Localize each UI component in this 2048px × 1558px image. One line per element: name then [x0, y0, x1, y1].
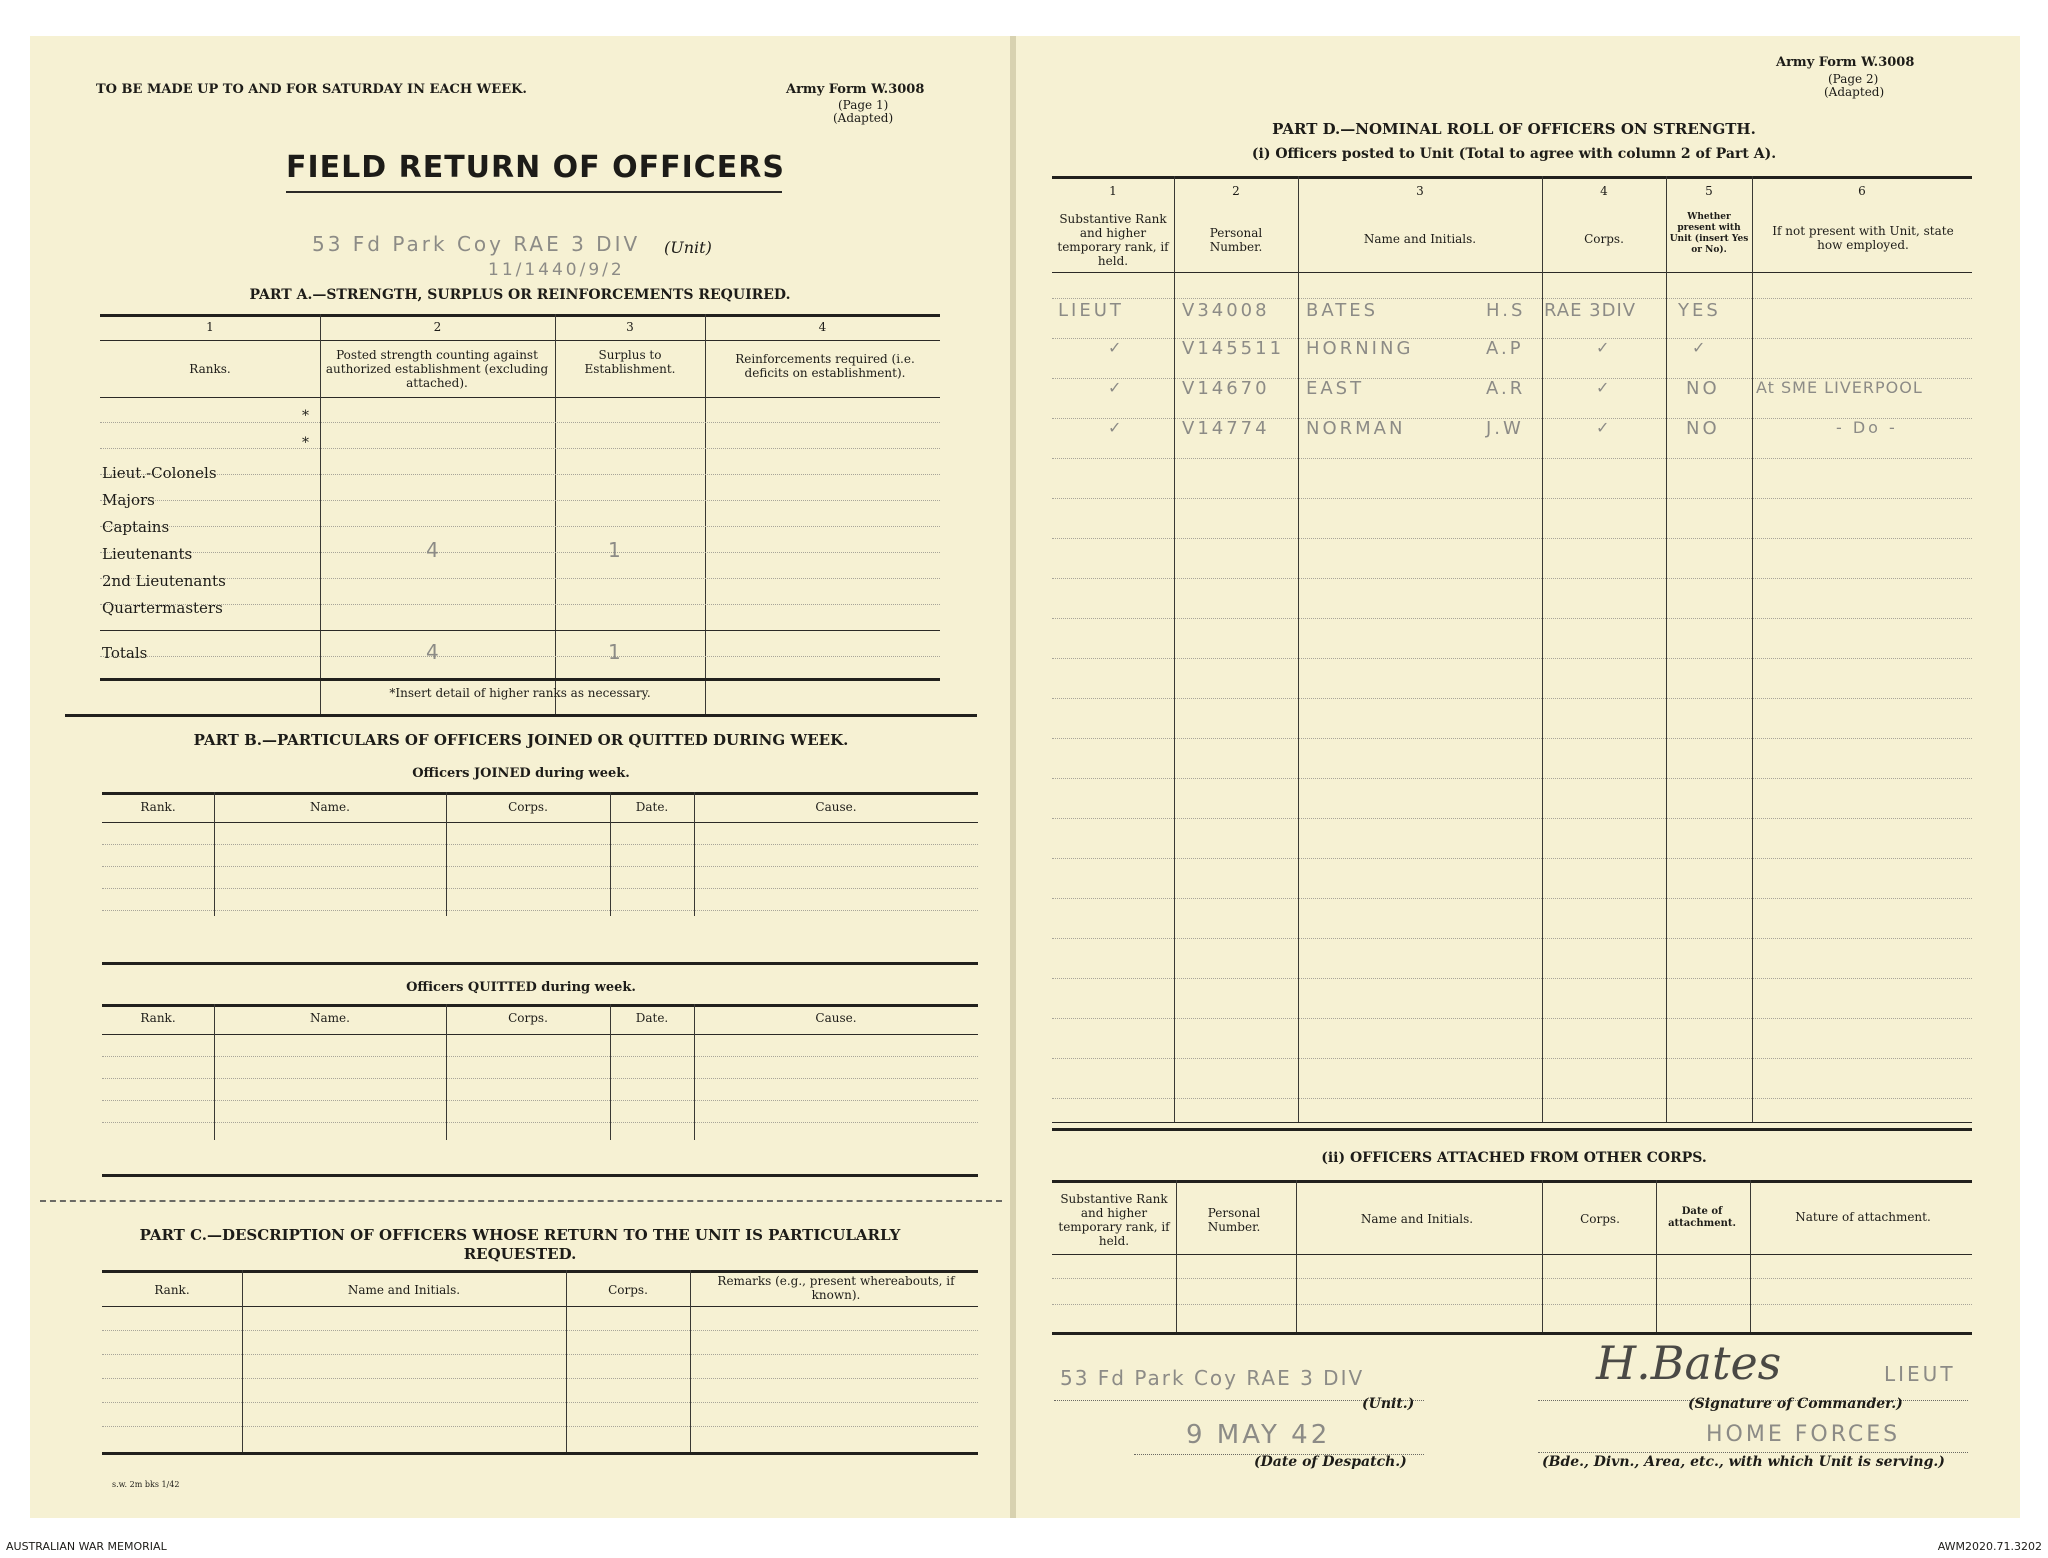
header-posted-strength: Posted strength counting against authorized establishment (excluding attached). [325, 348, 549, 390]
header-employed: If not present with Unit, state how employed. [1772, 224, 1954, 252]
page-fold [1010, 36, 1016, 1518]
part-a-number-rule [100, 340, 940, 341]
part-c-bottom-rule [102, 1452, 978, 1455]
header-personal-number: Personal Number. [1209, 226, 1263, 254]
col2-number: 2 [1232, 184, 1240, 198]
row4-corps: ✓ [1596, 418, 1613, 437]
row3-corps: ✓ [1596, 378, 1613, 397]
row4-employed: - Do - [1836, 418, 1898, 437]
unit-handwritten: 53 Fd Park Coy RAE 3 DIV [312, 232, 641, 256]
header-present: Whether present with Unit (insert Yes or No). [1669, 212, 1749, 255]
despatch-date-handwritten: 9 MAY 42 [1186, 1420, 1331, 1450]
col3-number: 3 [1416, 184, 1424, 198]
right-adapted-label: (Adapted) [1824, 85, 1885, 99]
signature-label: (Signature of Commander.) [1688, 1396, 1903, 1412]
part-d-end-rule [1052, 1128, 1972, 1131]
row2-name: HORNING [1306, 338, 1414, 359]
quitted-bottom-rule [102, 1174, 978, 1177]
credit-left: AUSTRALIAN WAR MEMORIAL [6, 1540, 167, 1553]
part-d-divider-2 [1298, 176, 1299, 1122]
formation-handwritten: HOME FORCES [1706, 1422, 1901, 1447]
row3-name: EAST [1306, 378, 1365, 399]
unit-footer-label: (Unit.) [1362, 1396, 1415, 1412]
part-d-bottom-rule [1052, 1122, 1972, 1123]
totals-posted: 4 [426, 640, 442, 664]
row2-number: V145511 [1182, 338, 1285, 359]
part-d-header-rule [1052, 272, 1972, 273]
col6-number: 6 [1858, 184, 1866, 198]
part-a-col4-number: 4 [818, 320, 827, 334]
star-marker-2: * [302, 435, 309, 451]
quitted-header-rank: Rank. [140, 1011, 176, 1025]
row2-corps: ✓ [1596, 338, 1613, 357]
row1-rank: LIEUT [1058, 300, 1124, 321]
part-c-header-name: Name and Initials. [347, 1283, 461, 1297]
right-page-number: (Page 2) [1828, 72, 1879, 86]
quitted-header-date: Date. [635, 1011, 669, 1025]
credit-right: AWM2020.71.3202 [1937, 1540, 2042, 1553]
part-d-divider-5 [1752, 176, 1753, 1122]
row4-name: NORMAN [1306, 418, 1406, 439]
header-ranks: Ranks. [189, 362, 231, 376]
row4-initials: J.W [1486, 418, 1524, 439]
attached-header-nature: Nature of attachment. [1795, 1210, 1931, 1224]
commander-signature: H.Bates [1596, 1336, 1782, 1390]
row1-number: V34008 [1182, 300, 1270, 321]
header-reinforcements: Reinforcements required (i.e. deficits on establishment). [735, 352, 915, 380]
part-b-title: PART B.—PARTICULARS OF OFFICERS JOINED OR QUITTED DURING WEEK. [193, 731, 849, 749]
row2-rank: ✓ [1108, 338, 1125, 357]
joined-header-rank: Rank. [140, 800, 176, 814]
joined-header-date: Date. [635, 800, 669, 814]
top-instruction: TO BE MADE UP TO AND FOR SATURDAY IN EACH WEEK. [96, 82, 527, 97]
col4-number: 4 [1600, 184, 1608, 198]
signature-rank: LIEUT [1884, 1362, 1956, 1386]
page-number: (Page 1) [838, 98, 889, 112]
joined-header-corps: Corps. [508, 800, 548, 814]
part-a-title: PART A.—STRENGTH, SURPLUS OR REINFORCEMENTS REQUIRED. [249, 287, 791, 303]
section-i-title: (i) Officers posted to Unit (Total to agree with column 2 of Part A). [1251, 146, 1777, 162]
totals-label: Totals [102, 644, 148, 662]
row1-initials: H.S [1486, 300, 1526, 321]
joined-bottom-rule [102, 962, 978, 965]
despatch-date-label: (Date of Despatch.) [1254, 1454, 1407, 1470]
part-c-header-corps: Corps. [608, 1283, 648, 1297]
row2-present: ✓ [1692, 338, 1709, 357]
part-a-footnote: *Insert detail of higher ranks as necessary. [389, 686, 651, 700]
part-a-col2-number: 2 [433, 320, 442, 334]
attached-bottom-rule [1052, 1332, 1972, 1335]
right-page [1014, 36, 2020, 1518]
left-page [30, 36, 1012, 1518]
rank-2nd-lieutenants: 2nd Lieutenants [102, 572, 226, 590]
row3-employed: At SME LIVERPOOL [1756, 378, 1923, 397]
col1-number: 1 [1109, 184, 1117, 198]
fold-line [40, 1200, 1002, 1202]
part-a-col1-number: 1 [206, 320, 214, 334]
form-id: Army Form W.3008 [786, 82, 925, 97]
part-a-top-rule [100, 314, 940, 317]
title-underline [286, 191, 782, 193]
reference-handwritten: 11/1440/9/2 [488, 260, 625, 280]
adapted-label: (Adapted) [833, 111, 894, 125]
unit-handwritten-footer: 53 Fd Park Coy RAE 3 DIV [1060, 1366, 1365, 1390]
rank-lieut-colonels: Lieut.-Colonels [102, 464, 217, 482]
part-a-col3-number: 3 [626, 320, 634, 334]
joined-top-rule [102, 792, 978, 795]
joined-title: Officers JOINED during week. [412, 766, 630, 781]
joined-header-rule [102, 822, 978, 823]
print-code: s.w. 2m bks 1/42 [112, 1480, 180, 1489]
col5-number: 5 [1705, 184, 1713, 198]
row3-rank: ✓ [1108, 378, 1125, 397]
lieutenants-posted: 4 [426, 538, 442, 562]
attached-header-date: Date of attachment. [1668, 1206, 1736, 1229]
quitted-header-corps: Corps. [508, 1011, 548, 1025]
part-d-divider-4 [1666, 176, 1667, 1122]
rank-captains: Captains [102, 518, 170, 536]
rank-quartermasters: Quartermasters [102, 599, 223, 617]
part-d-title: PART D.—NOMINAL ROLL OF OFFICERS ON STRENGTH. [1272, 120, 1756, 138]
right-form-id: Army Form W.3008 [1776, 55, 1915, 70]
unit-label: (Unit) [664, 238, 712, 257]
part-d-top-rule [1052, 176, 1972, 179]
attached-header-rank: Substantive Rank and higher temporary rank, if held. [1058, 1192, 1170, 1248]
row3-initials: A.R [1486, 378, 1526, 399]
part-d-divider-3 [1542, 176, 1543, 1122]
attached-top-rule [1052, 1180, 1972, 1183]
part-c-header-rank: Rank. [154, 1283, 190, 1297]
header-surplus: Surplus to Establishment. [584, 348, 676, 376]
form-title: FIELD RETURN OF OFFICERS [286, 150, 785, 185]
row1-present: YES [1678, 300, 1721, 321]
attached-header-name: Name and Initials. [1360, 1212, 1474, 1226]
joined-header-cause: Cause. [815, 800, 857, 814]
row4-rank: ✓ [1108, 418, 1125, 437]
quitted-header-cause: Cause. [815, 1011, 857, 1025]
row3-present: NO [1686, 378, 1720, 399]
part-c-header-rule [102, 1306, 978, 1307]
row1-corps: RAE 3DIV [1544, 300, 1637, 321]
part-c-top-rule [102, 1270, 978, 1273]
row4-number: V14774 [1182, 418, 1270, 439]
quitted-header-name: Name. [310, 1011, 350, 1025]
row2-initials: A.P [1486, 338, 1524, 359]
part-c-header-remarks: Remarks (e.g., present whereabouts, if known). [717, 1274, 955, 1302]
part-a-end-rule [65, 714, 977, 717]
header-name-initials: Name and Initials. [1363, 232, 1477, 246]
header-corps: Corps. [1584, 232, 1624, 246]
attached-header-number: Personal Number. [1207, 1206, 1261, 1234]
row1-name: BATES [1306, 300, 1379, 321]
rank-majors: Majors [102, 491, 155, 509]
lieutenants-surplus: 1 [608, 538, 624, 562]
row4-present: NO [1686, 418, 1720, 439]
header-substantive-rank: Substantive Rank and higher temporary rank, if held. [1057, 212, 1169, 268]
quitted-header-rule [102, 1034, 978, 1035]
totals-surplus: 1 [608, 640, 624, 664]
attached-header-rule [1052, 1254, 1972, 1255]
rank-lieutenants: Lieutenants [102, 545, 193, 563]
joined-header-name: Name. [310, 800, 350, 814]
attached-header-corps: Corps. [1580, 1212, 1620, 1226]
formation-label: (Bde., Divn., Area, etc., with which Unit is serving.) [1542, 1454, 1945, 1470]
row3-number: V14670 [1182, 378, 1270, 399]
totals-rule [100, 630, 940, 631]
section-ii-title: (ii) OFFICERS ATTACHED FROM OTHER CORPS. [1321, 1150, 1707, 1166]
part-a-header-rule [100, 397, 940, 398]
part-d-divider-1 [1174, 176, 1175, 1122]
quitted-title: Officers QUITTED during week. [406, 980, 636, 995]
part-a-bottom-rule [100, 678, 940, 681]
part-c-title: PART C.—DESCRIPTION OF OFFICERS WHOSE RETURN TO THE UNIT IS PARTICULARLY REQUESTED. [139, 1226, 901, 1263]
quitted-top-rule [102, 1004, 978, 1007]
star-marker-1: * [302, 408, 309, 424]
